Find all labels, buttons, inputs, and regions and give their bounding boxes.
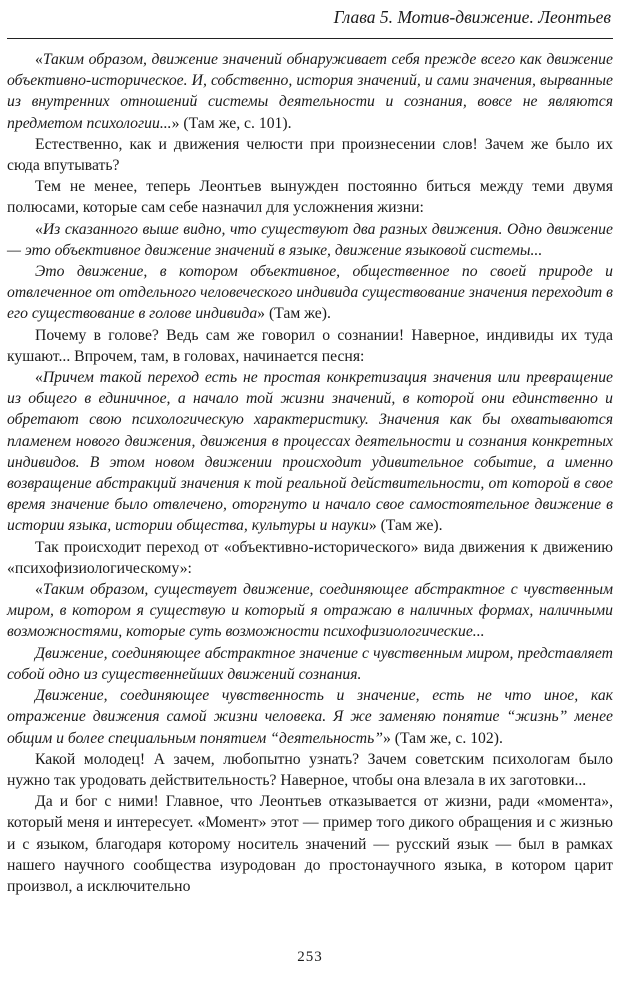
quote-text: Движение, соединяющее абстрактное значение с чувственным миром, представляет собой одно из существеннейших движений сознания. [7, 644, 613, 683]
body-text-run: Да и бог с ними! Главное, что Леонтьев отказывается от жизни, ради «момента», который меня и интересует. «Момент» этот — пример того дикого обращения и с жизнью и с языком, благодаря которому носитель значений — русский язык — был в рамках нашего научного сообщества изуродован до простонаучного языка, в котором царит произвол, а исключительно [7, 793, 613, 895]
quote-text: Причем такой переход есть не простая конкретизация значения или превращение из общего в единичное, а начало той жизни значений, в которой они единственно и обретают свою психологическую характеристику. Значения как бы охватываются пламенем нового движения, движения в процессах деятельности и сознания конкретных индивидов. В этом новом движении происходит удивительное событие, а именно возвращение абстракций значения к той реальной действительности, от которой в свое время значение было отвлечено, оторгнуто и начало свое самостоятельное движение в истории языка, истории общества, культуры и науки [7, 369, 613, 535]
body-text-run: Почему в голове? Ведь сам же говорил о сознании! Наверное, индивиды их туда кушают... Впрочем, там, в головах, начинается песня: [7, 326, 613, 365]
paragraph [7, 325, 613, 367]
quote-text: Движение, соединяющее чувственность и значение, есть не что иное, как отражение движения самой жизни человека. Я же заменяю понятие “жизнь” менее общим и более специальным понятием “деятельность” [7, 687, 613, 747]
body-text-run: » (Там же, с. 101). [171, 114, 292, 132]
paragraph [7, 176, 613, 218]
paragraph [7, 579, 613, 643]
paragraph [7, 685, 613, 749]
paragraph [7, 367, 613, 537]
body-text-run: « [35, 581, 43, 599]
body-text-run: « [35, 51, 43, 68]
body-text-run: » (Там же, с. 102). [382, 729, 503, 747]
paragraph [7, 537, 613, 579]
body-text-run: » (Там же). [368, 517, 443, 535]
body-text-run: Так происходит переход от «объективно-исторического» вида движения к движению «психофизиологическому»: [7, 538, 613, 577]
body-text-run: Естественно, как и движения челюсти при произнесении слов! Зачем же было их сюда впутывать? [7, 135, 613, 175]
body-text-run: « [35, 369, 43, 387]
paragraph [7, 749, 613, 791]
paragraph [7, 134, 613, 176]
body-text [7, 49, 613, 897]
quote-text: Это движение, в котором объективное, общественное по своей природе и отвлеченное от отдельного человеческого индивида существование значения переходит в его существование в голове индивида [7, 263, 613, 323]
running-header: Глава 5. Мотив-движение. Леонтьев [7, 0, 613, 39]
body-text-run: « [35, 220, 43, 238]
page-number: 253 [297, 949, 323, 965]
paragraph [7, 261, 613, 325]
paragraph [7, 49, 613, 134]
body-text-run: » (Там же). [257, 305, 331, 323]
quote-text: Из сказанного выше видно, что существуют два разных движения. Одно движение — это объективное движение значений в языке, движение языковой системы... [7, 220, 613, 259]
paragraph [7, 219, 613, 261]
quote-text: Таким образом, существует движение, соединяющее абстрактное с чувственным миром, в котором я существую и который я отражаю в наличных формах, наличными возможностями, которые суть возможности психофизиологические... [7, 581, 613, 641]
quote-text: Таким образом, движение значений обнаруживает себя прежде всего как движение объективно-историческое. И, собственно, история значений, и сами значения, вырванные из внутренних отношений системы деятельности и сознания, вовсе не являются предметом психологии... [7, 51, 613, 132]
body-text-run: Тем не менее, теперь Леонтьев вынужден постоянно биться между теми двумя полюсами, которые сам себе назначил для усложнения жизни: [7, 178, 613, 217]
paragraph [7, 643, 613, 685]
body-text-run: Какой молодец! А зачем, любопытно узнать? Зачем советским психологам было нужно так уродовать действительность? Наверное, чтобы она влезала в их заготовки... [7, 750, 613, 789]
paragraph [7, 791, 613, 897]
